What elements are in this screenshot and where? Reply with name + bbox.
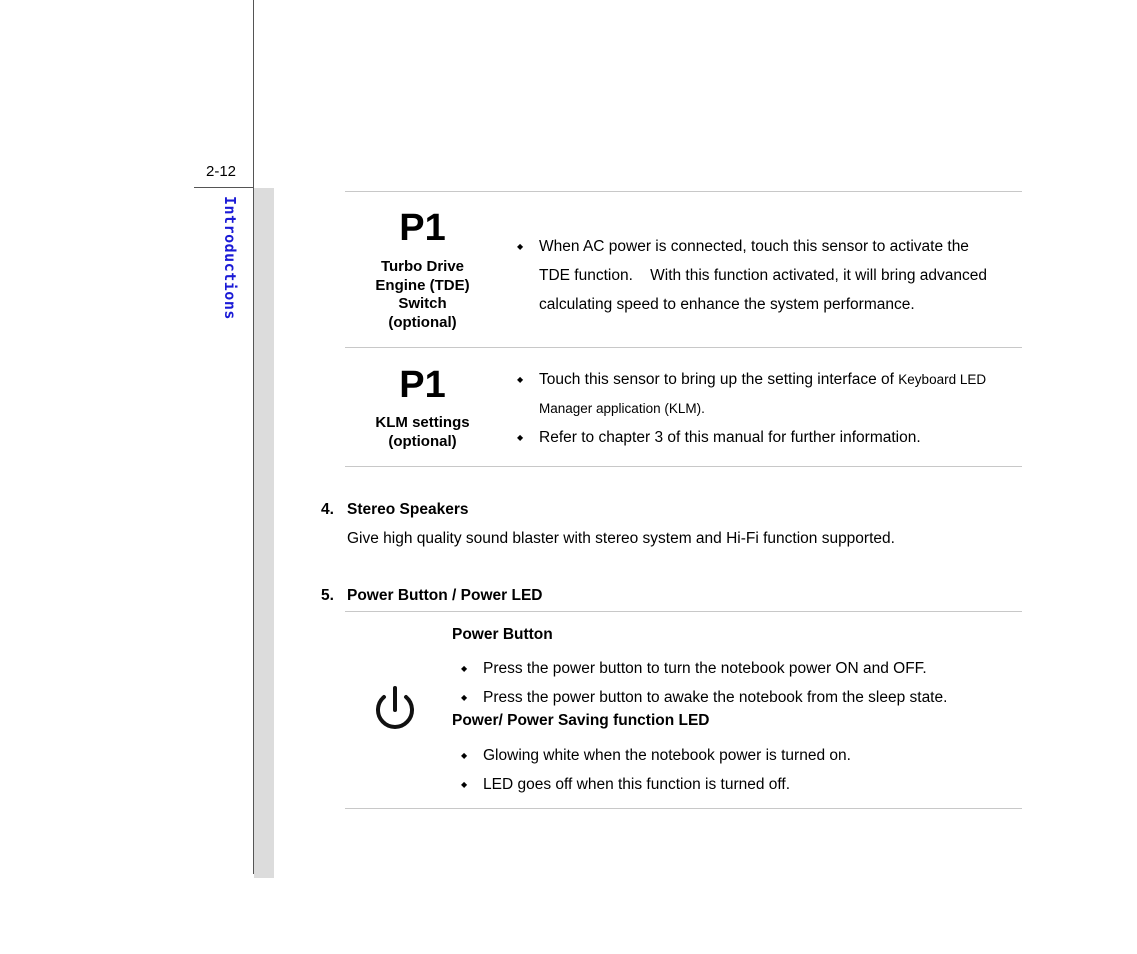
tde-description xyxy=(517,232,987,319)
section-5-title: Power Button / Power LED xyxy=(347,587,543,604)
section-4-number: 4. xyxy=(321,501,334,518)
sidebar-band xyxy=(254,188,274,878)
list-item: ◆ Press the power button to awake the notebook from the sleep state. xyxy=(461,683,947,712)
p1-icon: P1 xyxy=(399,364,446,406)
power-led-heading: Power/ Power Saving function LED xyxy=(452,712,710,729)
klm-cell xyxy=(350,365,495,451)
section-label: Introductions xyxy=(221,196,239,320)
section-5-number: 5. xyxy=(321,587,334,604)
table-rule-top xyxy=(345,191,1022,192)
power-button-list xyxy=(461,654,947,712)
table-rule-bottom xyxy=(345,466,1022,467)
page-number: 2-12 xyxy=(206,163,237,180)
list-item: ◆ LED goes off when this function is turned off. xyxy=(461,770,851,799)
list-item: ◆ Refer to chapter 3 of this manual for further information. xyxy=(517,423,986,452)
klm-caption: KLM settings (optional) xyxy=(375,414,470,450)
power-button-heading: Power Button xyxy=(452,626,553,643)
power-table-rule-top xyxy=(345,611,1022,612)
list-item: ◆ Press the power button to turn the notebook power ON and OFF. xyxy=(461,654,947,683)
section-4-title: Stereo Speakers xyxy=(347,501,469,518)
tde-caption: Turbo Drive Engine (TDE) Switch (optional) xyxy=(375,258,470,331)
list-item: ◆ Glowing white when the notebook power is turned on. xyxy=(461,741,851,770)
section-4-body: Give high quality sound blaster with stereo system and Hi-Fi function supported. xyxy=(347,530,895,547)
power-icon xyxy=(372,686,418,734)
klm-description xyxy=(517,365,986,452)
table-rule-middle xyxy=(345,347,1022,348)
list-item: ◆ When AC power is connected, touch this sensor to activate the TDE function. With this function activated, it will bring advanced calculating speed to enhance the system performance. xyxy=(517,232,987,319)
page-number-rule xyxy=(194,187,254,188)
power-table-rule-bottom xyxy=(345,808,1022,809)
power-led-list xyxy=(461,741,851,799)
list-item: ◆ Touch this sensor to bring up the setting interface of Keyboard LED Manager application (KLM). xyxy=(517,365,986,423)
p1-icon: P1 xyxy=(399,207,446,249)
tde-cell xyxy=(350,208,495,332)
